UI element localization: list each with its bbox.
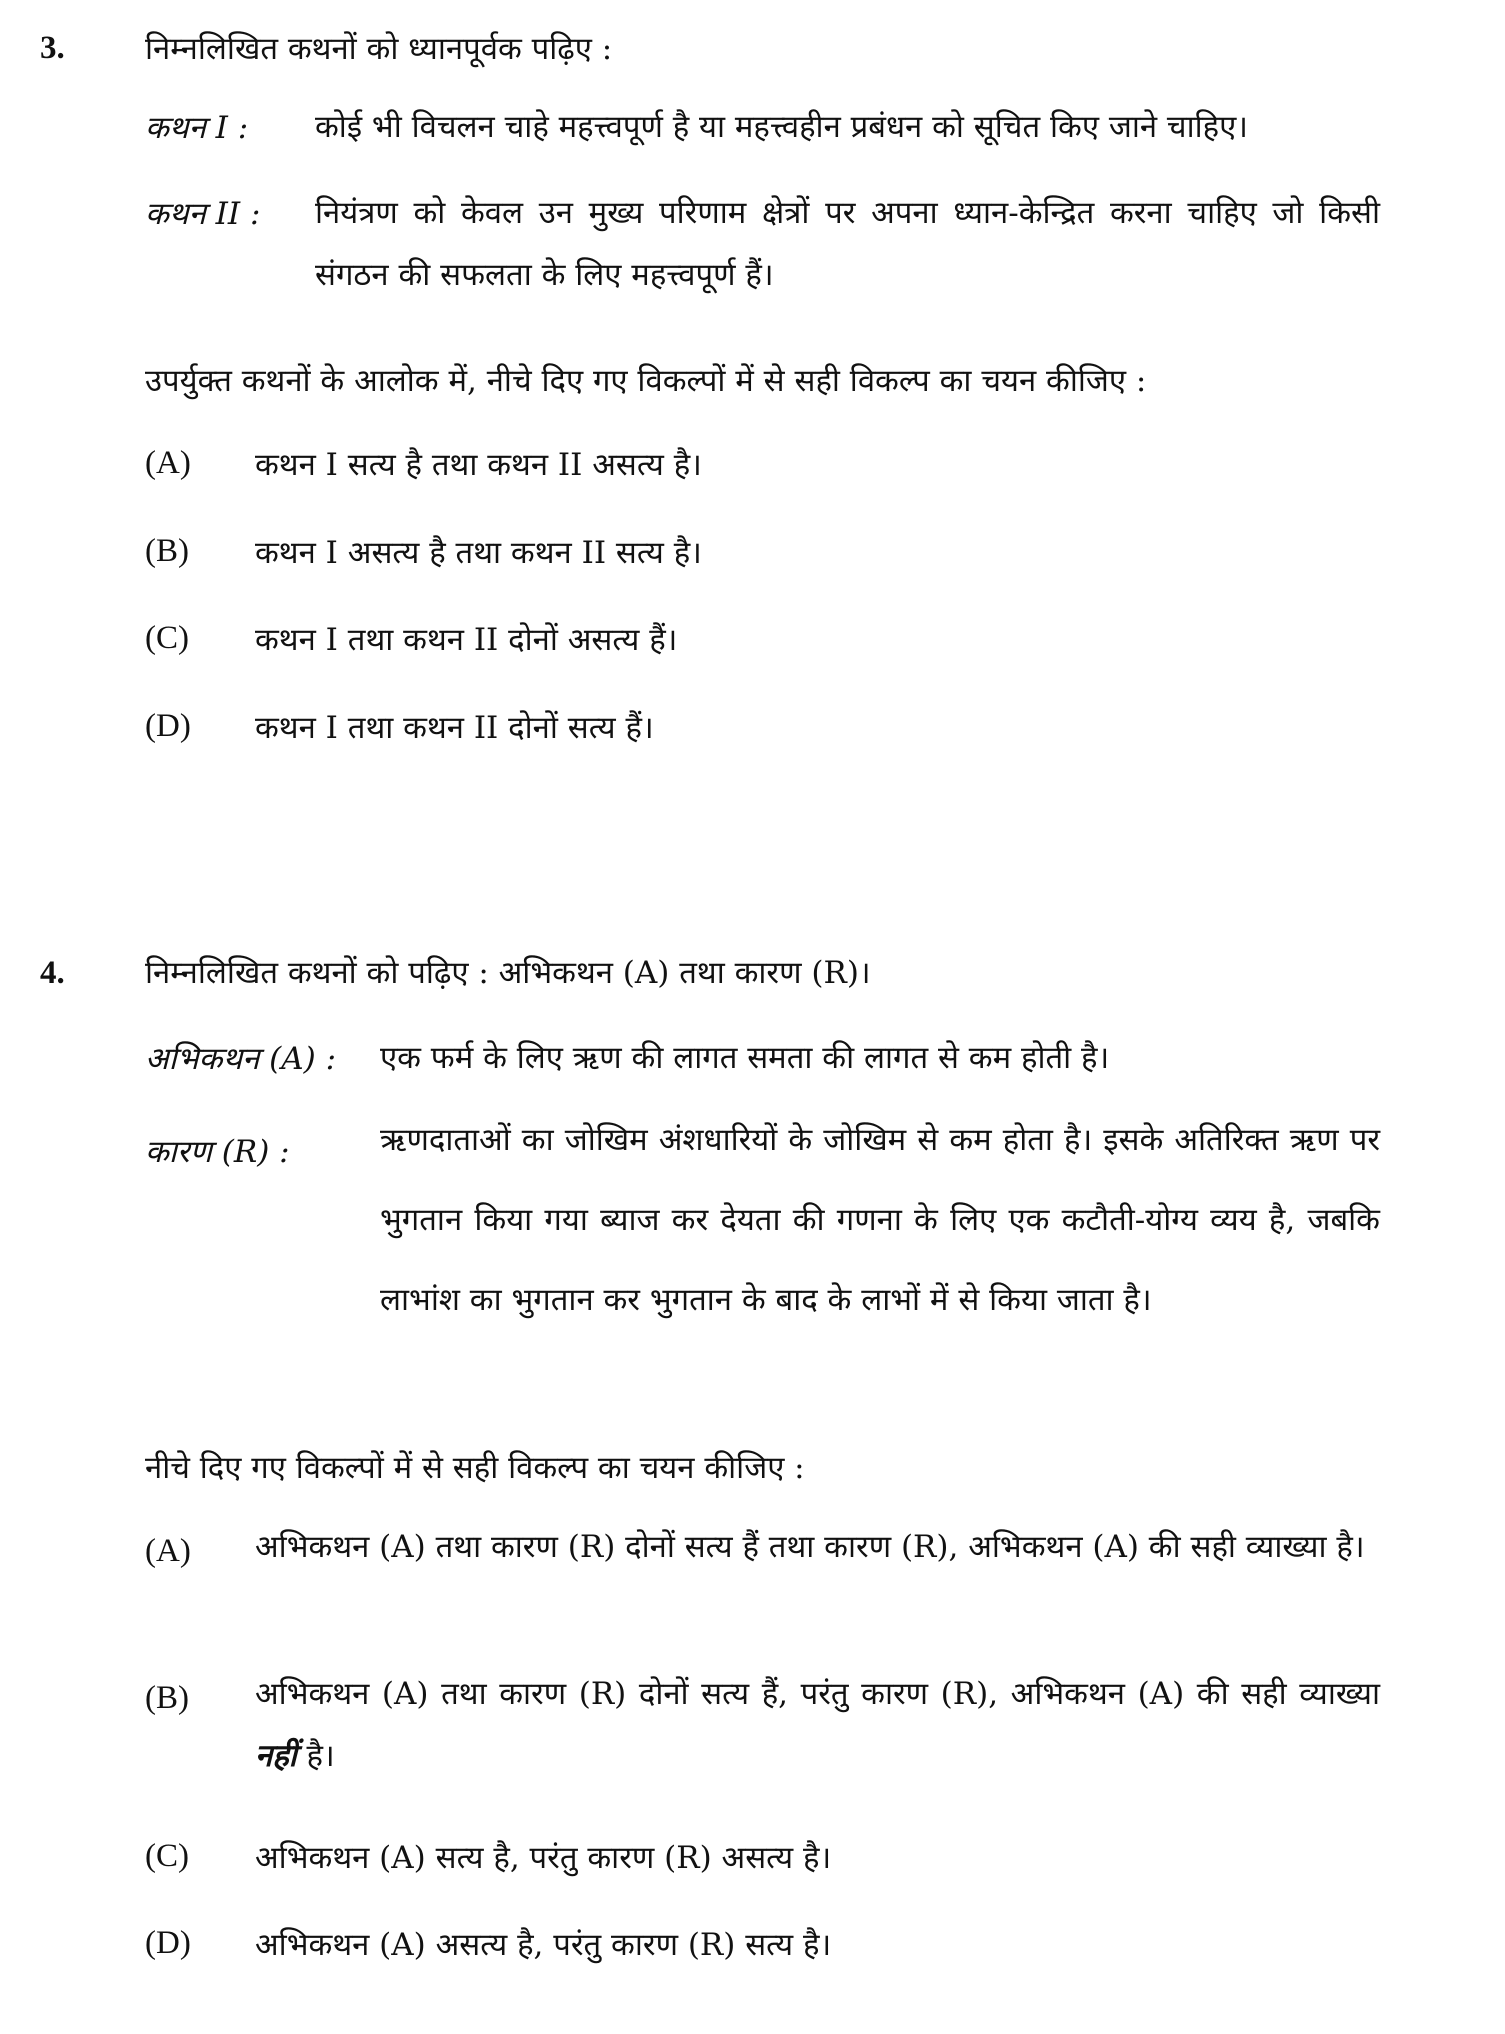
option-label: (C): [145, 620, 189, 656]
emphasis-not: नहीं: [255, 1738, 297, 1774]
instruction-text: उपर्युक्त कथनों के आलोक में, नीचे दिए गए विकल्पों में से सही विकल्प का चयन कीजिए :: [145, 363, 1147, 399]
option-text: अभिकथन (A) सत्य है, परंतु कारण (R) असत्य है।: [255, 1840, 832, 1876]
option-text-part: है।: [296, 1738, 335, 1774]
option-text: कथन I तथा कथन II दोनों सत्य हैं।: [255, 710, 654, 746]
reason-text: ऋणदाताओं का जोखिम अंशधारियों के जोखिम से कम होता है। इसके अतिरिक्त ऋण पर भुगतान किया गया ब्याज कर देयता की गणना के लिए एक कटौती-योग्य व्यय है, जबकि लाभांश का भुगतान कर भुगतान के बाद के लाभों में से किया जाता है।: [380, 1122, 1380, 1318]
instruction-text: नीचे दिए गए विकल्पों में से सही विकल्प का चयन कीजिए :: [145, 1450, 805, 1486]
option-label: (B): [145, 533, 189, 569]
option-label: (C): [145, 1838, 189, 1874]
option-text: कथन I तथा कथन II दोनों असत्य हैं।: [255, 622, 678, 658]
option-label: (D): [145, 708, 191, 744]
option-label: (A): [145, 445, 191, 481]
assertion-label: अभिकथन (A) :: [145, 1041, 337, 1077]
statement-text: नियंत्रण को केवल उन मुख्य परिणाम क्षेत्रों पर अपना ध्यान-केन्द्रित करना चाहिए जो किसी संगठन की सफलता के लिए महत्त्वपूर्ण हैं।: [315, 195, 1380, 293]
option-label: (A): [145, 1533, 191, 1569]
question-prompt: निम्नलिखित कथनों को ध्यानपूर्वक पढ़िए :: [145, 31, 613, 67]
statement-label: कथन I :: [145, 110, 249, 146]
option-label: (D): [145, 1925, 191, 1961]
statement-label: कथन II :: [145, 196, 261, 232]
option-text: कथन I असत्य है तथा कथन II सत्य है।: [255, 535, 702, 571]
option-text: कथन I सत्य है तथा कथन II असत्य है।: [255, 447, 702, 483]
question-prompt: निम्नलिखित कथनों को पढ़िए : अभिकथन (A) तथा कारण (R)।: [145, 955, 871, 991]
statement-text: कोई भी विचलन चाहे महत्त्वपूर्ण है या महत्त्वहीन प्रबंधन को सूचित किए जाने चाहिए।: [315, 109, 1249, 145]
reason-label: कारण (R) :: [145, 1134, 290, 1170]
question-number: 3.: [40, 30, 65, 66]
question-number: 4.: [40, 955, 65, 991]
option-label: (B): [145, 1680, 189, 1716]
option-text: अभिकथन (A) असत्य है, परंतु कारण (R) सत्य है।: [255, 1927, 832, 1963]
option-text-part: अभिकथन (A) तथा कारण (R) दोनों सत्य हैं, परंतु कारण (R), अभिकथन (A) की सही व्याख्या: [255, 1676, 1380, 1712]
option-text: अभिकथन (A) तथा कारण (R) दोनों सत्य हैं तथा कारण (R), अभिकथन (A) की सही व्याख्या है।: [255, 1529, 1365, 1565]
option-text: [255, 1663, 1380, 1787]
assertion-text: एक फर्म के लिए ऋण की लागत समता की लागत से कम होती है।: [380, 1040, 1110, 1076]
